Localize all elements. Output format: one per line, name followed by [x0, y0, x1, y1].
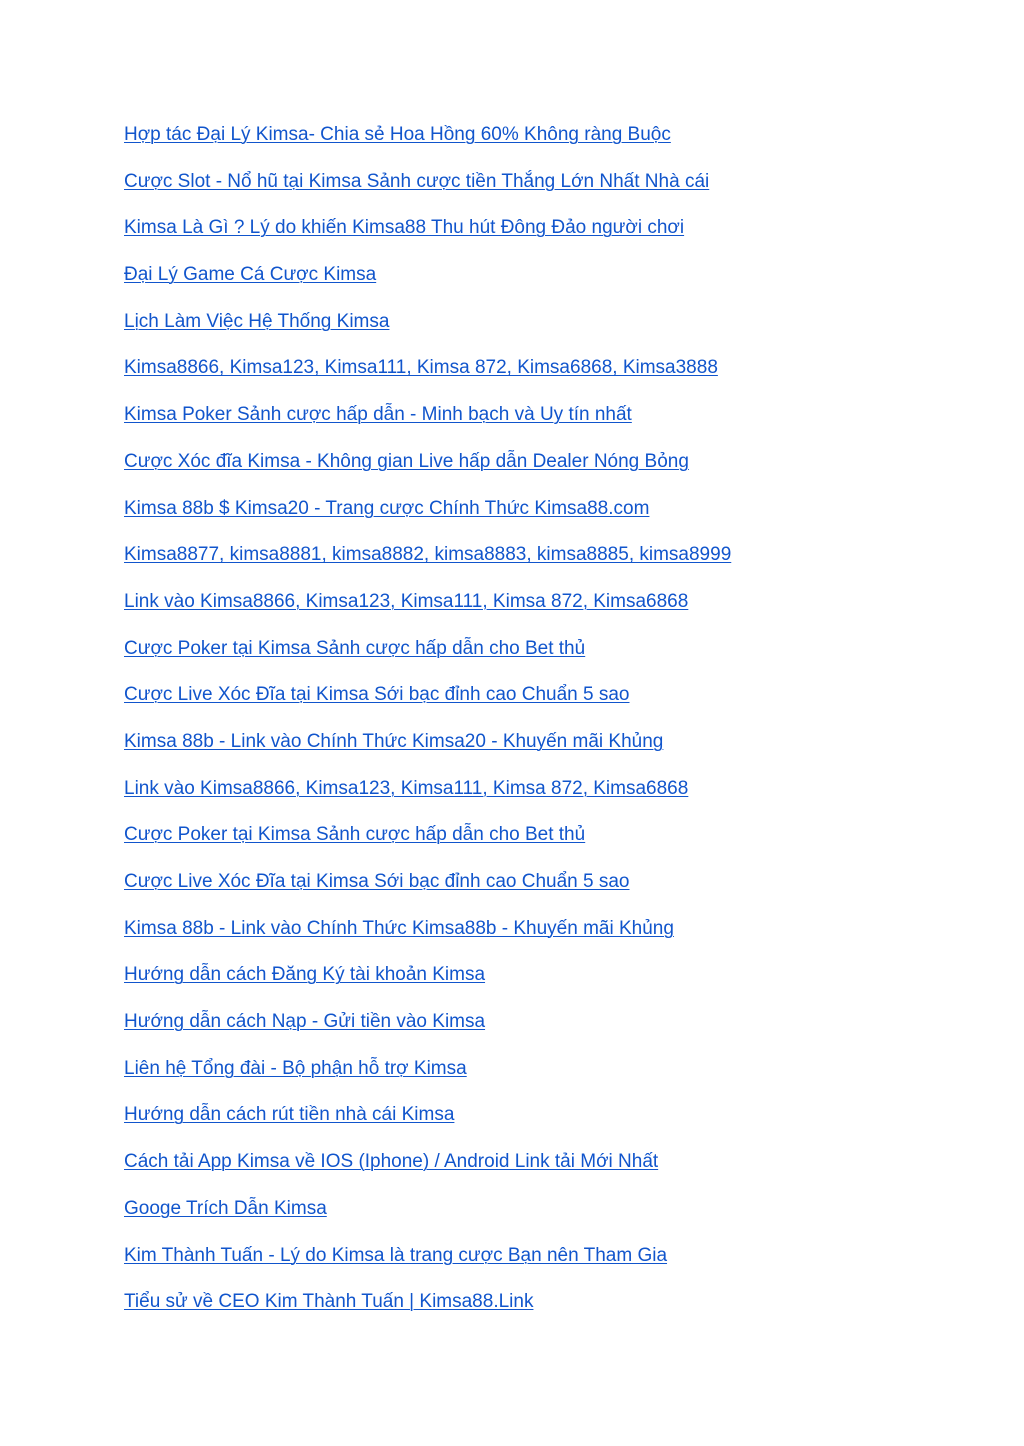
list-item: [124, 1009, 984, 1056]
document-link[interactable]: Googe Trích Dẫn Kimsa: [124, 1197, 327, 1219]
document-link[interactable]: Kimsa 88b - Link vào Chính Thức Kimsa20 - Khuyến mãi Khủng: [124, 730, 664, 752]
document-link[interactable]: Kimsa 88b - Link vào Chính Thức Kimsa88b - Khuyến mãi Khủng: [124, 917, 674, 939]
list-item: [124, 682, 984, 729]
list-item: [124, 869, 984, 916]
document-link[interactable]: Cược Slot - Nổ hũ tại Kimsa Sảnh cược tiền Thắng Lớn Nhất Nhà cái: [124, 170, 710, 192]
list-item: [124, 262, 984, 309]
document-link[interactable]: Kimsa Poker Sảnh cược hấp dẫn - Minh bạch và Uy tín nhất: [124, 404, 632, 426]
document-link[interactable]: Kimsa8866, Kimsa123, Kimsa111, Kimsa 872, Kimsa6868, Kimsa3888: [124, 357, 718, 379]
list-item: [124, 962, 984, 1009]
document-link[interactable]: Đại Lý Game Cá Cược Kimsa: [124, 264, 377, 286]
list-item: [124, 636, 984, 683]
document-link[interactable]: Cược Xóc đĩa Kimsa - Không gian Live hấp dẫn Dealer Nóng Bỏng: [124, 450, 689, 472]
list-item: [124, 122, 984, 169]
list-item: [124, 402, 984, 449]
document-link[interactable]: Cược Poker tại Kimsa Sảnh cược hấp dẫn cho Bet thủ: [124, 637, 586, 659]
list-item: [124, 542, 984, 589]
document-link[interactable]: Cách tải App Kimsa về IOS (Iphone) / Android Link tải Mới Nhất: [124, 1151, 659, 1173]
document-link[interactable]: Kimsa 88b $ Kimsa20 - Trang cược Chính Thức Kimsa88.com: [124, 497, 650, 519]
document-link[interactable]: Cược Live Xóc Đĩa tại Kimsa Sới bạc đỉnh cao Chuẩn 5 sao: [124, 871, 630, 892]
list-item: [124, 1243, 984, 1290]
document-link[interactable]: Tiểu sử về CEO Kim Thành Tuấn | Kimsa88.Link: [124, 1291, 534, 1313]
list-item: [124, 1196, 984, 1243]
document-link[interactable]: Lịch Làm Việc Hệ Thống Kimsa: [124, 310, 390, 332]
document-link[interactable]: Hướng dẫn cách rút tiền nhà cái Kimsa: [124, 1104, 455, 1126]
document-link[interactable]: Hướng dẫn cách Đăng Ký tài khoản Kimsa: [124, 964, 486, 986]
document-link[interactable]: Kimsa8877, kimsa8881, kimsa8882, kimsa8883, kimsa8885, kimsa8999: [124, 544, 732, 566]
list-item: [124, 822, 984, 869]
link-list: [124, 122, 984, 1336]
document-link[interactable]: Cược Poker tại Kimsa Sảnh cược hấp dẫn cho Bet thủ: [124, 824, 586, 846]
list-item: [124, 1056, 984, 1103]
list-item: [124, 729, 984, 776]
list-item: [124, 1102, 984, 1149]
list-item: [124, 589, 984, 636]
document-link[interactable]: Hợp tác Đại Lý Kimsa- Chia sẻ Hoa Hồng 60% Không ràng Buộc: [124, 124, 671, 145]
list-item: [124, 449, 984, 496]
list-item: [124, 776, 984, 823]
document-link[interactable]: Hướng dẫn cách Nạp - Gửi tiền vào Kimsa: [124, 1011, 486, 1033]
document-link[interactable]: Liên hệ Tổng đài - Bộ phận hỗ trợ Kimsa: [124, 1057, 467, 1079]
document-link[interactable]: Kimsa Là Gì ? Lý do khiến Kimsa88 Thu hút Đông Đảo người chơi: [124, 217, 685, 239]
document-link[interactable]: Cược Live Xóc Đĩa tại Kimsa Sới bạc đỉnh cao Chuẩn 5 sao: [124, 684, 630, 706]
list-item: [124, 916, 984, 963]
list-item: [124, 169, 984, 216]
list-item: [124, 355, 984, 402]
document-link[interactable]: Link vào Kimsa8866, Kimsa123, Kimsa111, Kimsa 872, Kimsa6868: [124, 590, 689, 612]
list-item: [124, 1289, 984, 1336]
list-item: [124, 1149, 984, 1196]
list-item: [124, 496, 984, 543]
document-link[interactable]: Link vào Kimsa8866, Kimsa123, Kimsa111, Kimsa 872, Kimsa6868: [124, 777, 689, 799]
list-item: [124, 309, 984, 356]
document-link[interactable]: Kim Thành Tuấn - Lý do Kimsa là trang cược Bạn nên Tham Gia: [124, 1244, 668, 1266]
list-item: [124, 215, 984, 262]
